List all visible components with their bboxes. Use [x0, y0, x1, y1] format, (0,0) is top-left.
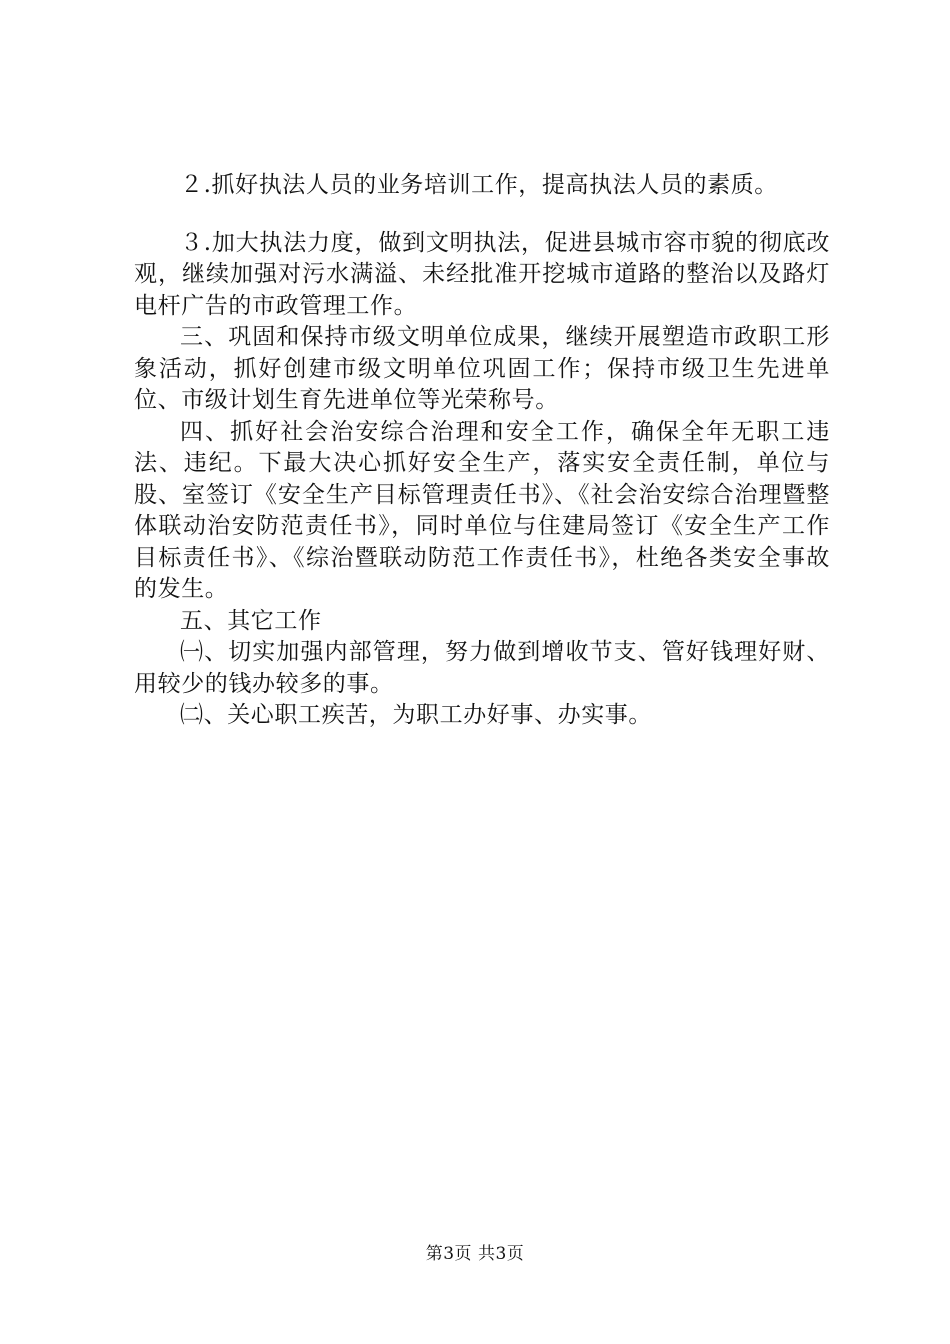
paragraph-section-5-heading: 五、其它工作	[180, 607, 322, 634]
document-body	[134, 170, 830, 732]
paragraph-subitem-1: ㈠、切实加强内部管理，努力做到增收节支、管好钱理好财、用较少的钱办较多的事。	[134, 639, 830, 697]
paragraph-section-3: 三、巩固和保持市级文明单位成果，继续开展塑造市政职工形象活动，抓好创建市级文明单位巩固工作；保持市级卫生先进单位、市级计划生育先进单位等光荣称号。	[134, 324, 830, 413]
page-number-footer: 第3页 共3页	[425, 1244, 525, 1264]
paragraph-item-3: ３.加大执法力度，做到文明执法，促进县城市容市貌的彻底改观，继续加强对污水满溢、未经批准开挖城市道路的整治以及路灯电杆广告的市政管理工作。	[134, 229, 830, 319]
paragraph-item-2: ２.抓好执法人员的业务培训工作，提高执法人员的素质。	[180, 172, 778, 198]
paragraph-subitem-2: ㈡、关心职工疾苦，为职工办好事、办实事。	[180, 702, 652, 728]
paragraph-section-4: 四、抓好社会治安综合治理和安全工作，确保全年无职工违法、违纪。下最大决心抓好安全生产，落实安全责任制，单位与股、室签订《安全生产目标管理责任书》、《社会治安综合治理暨整体联动治安防范责任书》，同时单位与住建局签订《安全生产工作目标责任书》、《综治暨联动防范工作责任书》，杜绝各类安全事故的发生。	[134, 418, 830, 602]
